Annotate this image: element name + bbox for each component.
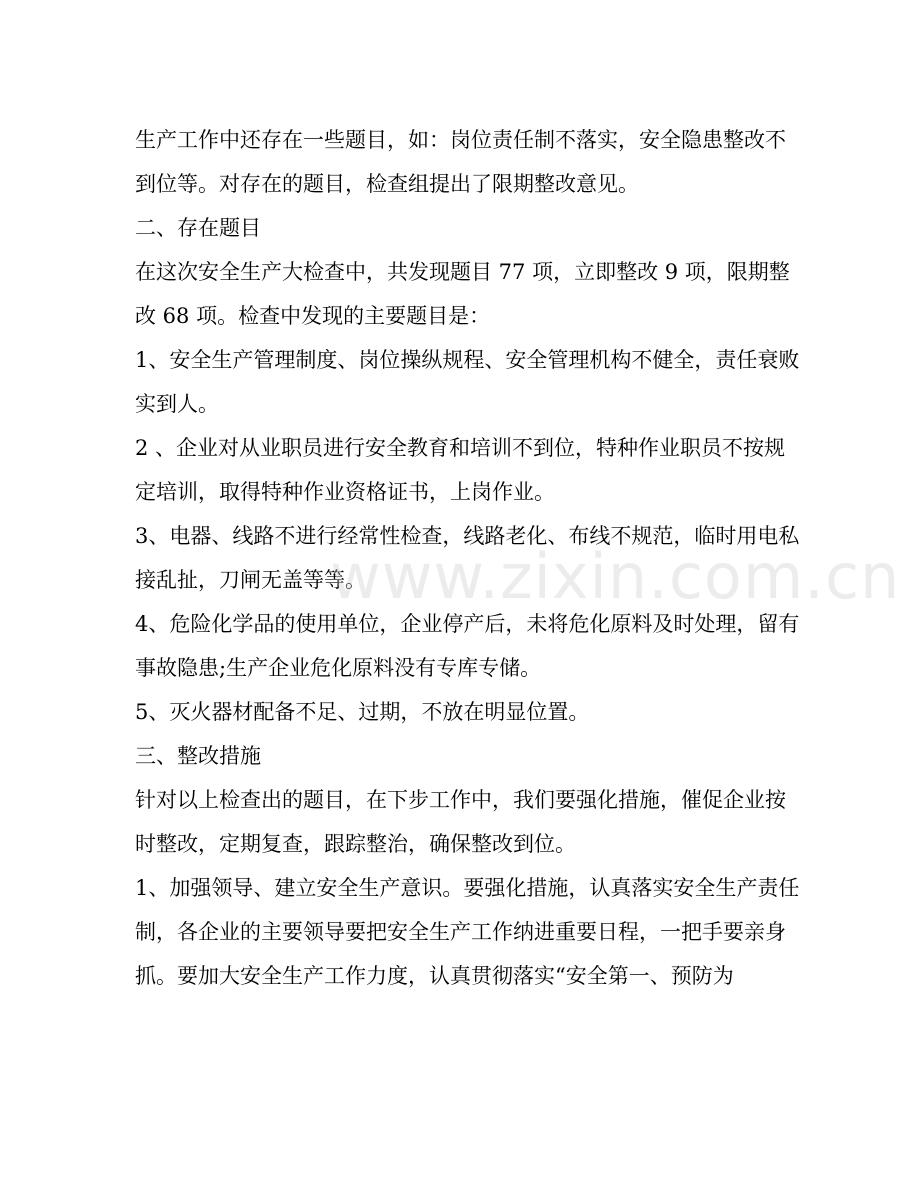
list-item-5: 5、灭火器材配备不足、过期，不放在明显位置。	[135, 700, 590, 724]
section-heading-existing-problems: 二、存在题目	[135, 216, 261, 240]
paragraph-2: 在这次安全生产大检查中，共发现题目 77 项，立即整改 9 项，限期整改 68 项。检查中发现的主要题目是：	[135, 260, 790, 328]
list-item-measure-1: 1、加强领导、建立安全生产意识。要强化措施，认真落实安全生产责任制，各企业的主要领导要把安全生产工作纳进重要日程，一把手要亲身抓。要加大安全生产工作力度，认真贯彻落实“安全第一、预防为	[135, 876, 800, 988]
list-item-3: 3、电器、线路不进行经常性检查，线路老化、布线不规范，临时用电私接乱扯，刀闸无盖等等。	[135, 524, 800, 592]
paragraph-1: 生产工作中还存在一些题目，如：岗位责任制不落实，安全隐患整改不到位等。对存在的题目，检查组提出了限期整改意见。	[135, 128, 786, 196]
document-body	[135, 118, 805, 998]
list-item-2: 2 、企业对从业职员进行安全教育和培训不到位，特种作业职员不按规定培训，取得特种作业资格证书，上岗作业。	[135, 436, 786, 504]
watermark-text: www.zixin.com.cn	[330, 540, 901, 613]
list-item-1: 1、安全生产管理制度、岗位操纵规程、安全管理机构不健全，责任衰败实到人。	[135, 348, 800, 416]
section-heading-rectification-measures: 三、整改措施	[135, 744, 261, 768]
list-item-4: 4、危险化学品的使用单位，企业停产后，未将危化原料及时处理，留有事故隐患;生产企业危化原料没有专库专储。	[135, 612, 800, 680]
paragraph-3: 针对以上检查出的题目，在下步工作中，我们要强化措施，催促企业按时整改，定期复查，跟踪整治，确保整改到位。	[135, 788, 786, 856]
